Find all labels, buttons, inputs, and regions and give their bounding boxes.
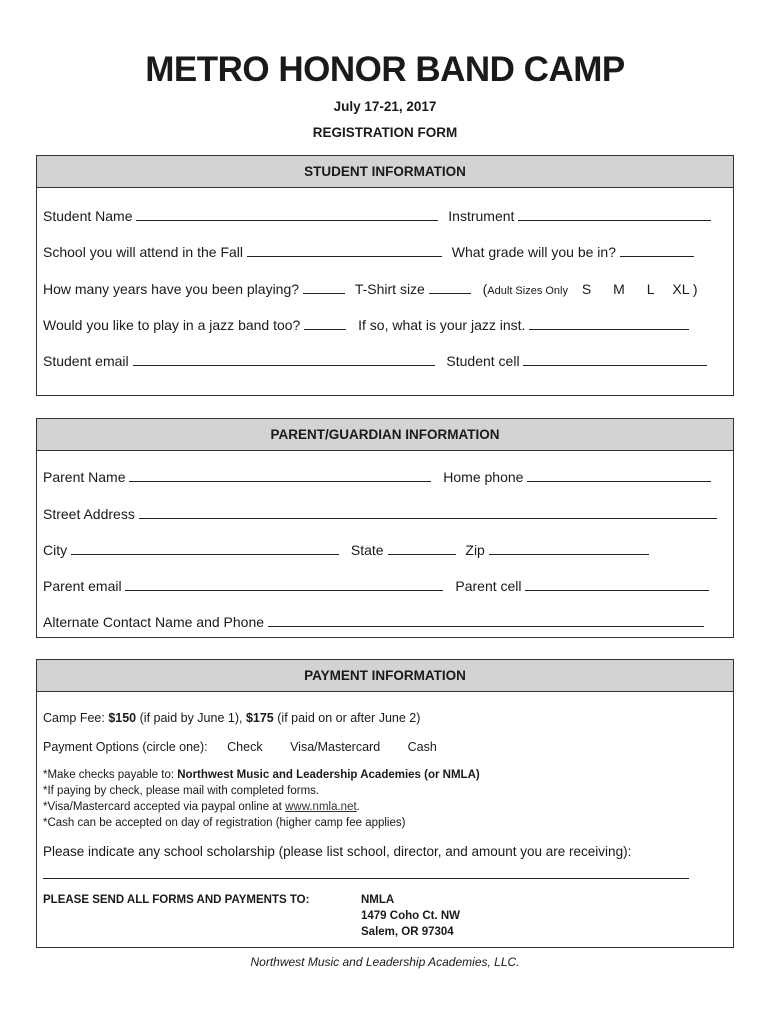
- years-field[interactable]: [303, 282, 345, 294]
- school-label: School you will attend in the Fall: [43, 244, 243, 260]
- footer-org: Northwest Music and Leadership Academies, LLC.: [250, 955, 520, 969]
- grade-label: What grade will you be in?: [451, 244, 616, 260]
- payment-options-label: Payment Options (circle one):: [43, 740, 208, 754]
- note-checks-prefix: *Make checks payable to:: [43, 769, 175, 781]
- address-line-1: NMLA: [361, 894, 395, 906]
- option-check[interactable]: Check: [227, 740, 263, 754]
- option-cash[interactable]: Cash: [407, 740, 437, 754]
- parent-email-field[interactable]: [125, 579, 443, 591]
- parent-cell-label: Parent cell: [455, 578, 522, 594]
- alternate-field[interactable]: [268, 615, 704, 627]
- payment-section-heading: PAYMENT INFORMATION: [37, 660, 733, 692]
- size-s-option[interactable]: S: [581, 281, 592, 297]
- years-row: [43, 281, 698, 297]
- send-forms-label: PLEASE SEND ALL FORMS AND PAYMENTS TO:: [43, 894, 310, 906]
- tshirt-label: T-Shirt size: [354, 281, 425, 297]
- camp-fee-late: $175: [245, 711, 274, 725]
- note-visa-prefix: *Visa/Mastercard accepted via paypal online at: [43, 801, 282, 813]
- note-visa-suffix: .: [356, 801, 360, 813]
- parent-name-field[interactable]: [129, 470, 431, 482]
- page-title: METRO HONOR BAND CAMP: [145, 50, 625, 89]
- camp-fee-early-note: (if paid by June 1),: [139, 711, 243, 725]
- student-contact-row: [43, 353, 707, 369]
- option-visa-mastercard[interactable]: Visa/Mastercard: [290, 740, 381, 754]
- city-label: City: [43, 542, 68, 558]
- scholarship-field[interactable]: [43, 878, 689, 879]
- alternate-row: [43, 614, 704, 630]
- address-line-2: 1479 Coho Ct. NW: [361, 910, 461, 922]
- parent-name-row: [43, 469, 711, 485]
- sizes-note: Adult Sizes Only: [487, 285, 568, 297]
- parent-email-label: Parent email: [43, 578, 122, 594]
- alternate-label: Alternate Contact Name and Phone: [43, 614, 265, 630]
- sizes-open: (: [482, 281, 488, 297]
- school-row: [43, 244, 694, 260]
- payment-options-row: [43, 740, 437, 754]
- camp-dates: July 17-21, 2017: [333, 99, 437, 114]
- camp-fee-label: Camp Fee:: [43, 711, 105, 725]
- instrument-label: Instrument: [448, 208, 515, 224]
- camp-fee-row: [43, 711, 420, 725]
- nmla-website-link[interactable]: www.nmla.net: [285, 801, 357, 813]
- jazz-field[interactable]: [304, 318, 346, 330]
- tshirt-field[interactable]: [429, 282, 471, 294]
- street-row: [43, 506, 717, 522]
- parent-section-heading: PARENT/GUARDIAN INFORMATION: [37, 419, 733, 451]
- camp-fee-late-note: (if paid on or after June 2): [277, 711, 421, 725]
- size-m-option[interactable]: M: [613, 281, 625, 297]
- zip-label: Zip: [465, 542, 485, 558]
- student-information-section: [36, 155, 734, 396]
- student-cell-label: Student cell: [446, 353, 520, 369]
- city-row: [43, 542, 649, 558]
- parent-name-label: Parent Name: [43, 469, 126, 485]
- street-label: Street Address: [43, 506, 135, 522]
- student-email-label: Student email: [43, 353, 129, 369]
- camp-fee-early: $150: [108, 711, 137, 725]
- form-name: REGISTRATION FORM: [312, 125, 458, 140]
- note-checks-payee: Northwest Music and Leadership Academies (or NMLA): [177, 769, 480, 781]
- street-field[interactable]: [139, 507, 717, 519]
- school-field[interactable]: [247, 245, 442, 257]
- home-phone-field[interactable]: [527, 470, 711, 482]
- student-email-field[interactable]: [133, 354, 435, 366]
- zip-field[interactable]: [489, 543, 649, 555]
- note-checks-payable: [43, 769, 480, 781]
- note-mail-check: *If paying by check, please mail with completed forms.: [43, 785, 320, 797]
- payment-information-section: [36, 659, 734, 948]
- parent-contact-row: [43, 578, 709, 594]
- parent-information-section: [36, 418, 734, 638]
- note-visa-paypal: [43, 801, 360, 813]
- parent-cell-field[interactable]: [525, 579, 709, 591]
- scholarship-prompt: Please indicate any school scholarship (please list school, director, and amount you are receiving):: [43, 844, 632, 859]
- home-phone-label: Home phone: [443, 469, 524, 485]
- student-name-field[interactable]: [136, 209, 438, 221]
- instrument-field[interactable]: [518, 209, 711, 221]
- size-l-option[interactable]: L: [646, 281, 655, 297]
- state-field[interactable]: [388, 543, 456, 555]
- student-cell-field[interactable]: [523, 354, 707, 366]
- student-section-heading: STUDENT INFORMATION: [37, 156, 733, 188]
- size-xl-option[interactable]: XL ): [672, 281, 698, 297]
- address-line-3: Salem, OR 97304: [361, 926, 454, 938]
- jazz-label: Would you like to play in a jazz band too?: [43, 317, 301, 333]
- student-name-row: [43, 208, 711, 224]
- jazz-inst-label: If so, what is your jazz inst.: [358, 317, 526, 333]
- state-label: State: [350, 542, 384, 558]
- note-cash: *Cash can be accepted on day of registration (higher camp fee applies): [43, 817, 406, 829]
- student-name-label: Student Name: [43, 208, 133, 224]
- jazz-row: [43, 317, 689, 333]
- city-field[interactable]: [71, 543, 339, 555]
- jazz-inst-field[interactable]: [529, 318, 689, 330]
- grade-field[interactable]: [620, 245, 694, 257]
- years-label: How many years have you been playing?: [43, 281, 300, 297]
